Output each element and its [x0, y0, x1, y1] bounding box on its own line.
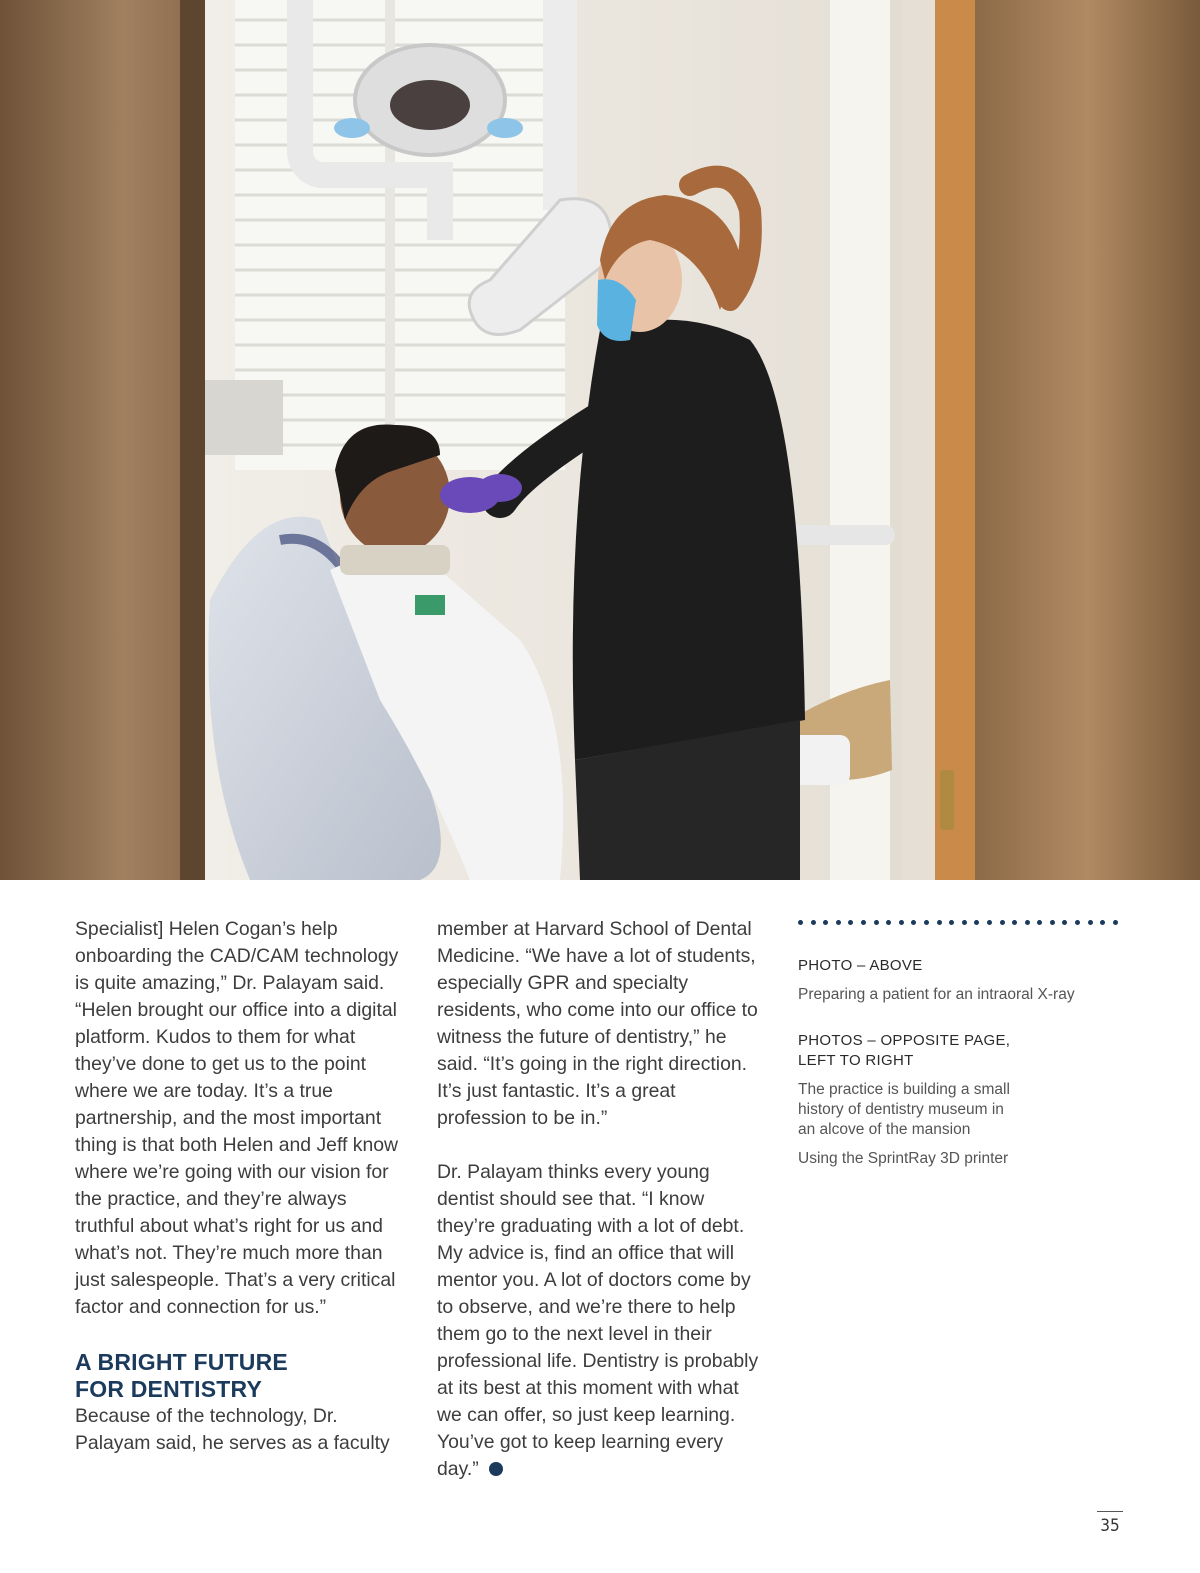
body-column-1 [75, 916, 405, 1457]
body-paragraph: member at Harvard School of Dental Medicine. “We have a lot of students, especially GPR and specialty residents, who come into our office to witness the future of dentistry,” he said. “It’s going in the right direction. It’s just fantastic. It’s a great profession to be in.” [437, 918, 758, 1129]
final-paragraph-text: Dr. Palayam thinks every young dentist should see that. “I know they’re graduating with a lot of debt. My advice is, find an office that will mentor you. A lot of doctors come by to observe, and we’re there to help them go to the next level in their professional life. Dentistry is probably at its best at this moment with what we can offer, so just keep learning. You’ve got to keep learning every day.” [437, 1161, 759, 1480]
page-number: 35 [1097, 1511, 1123, 1536]
caption-text: Using the SprintRay 3D printer [798, 1150, 1009, 1167]
caption-opposite-page [798, 1031, 1128, 1169]
body-column-2 [437, 916, 767, 1483]
caption-text [798, 1080, 1128, 1140]
body-paragraph: Specialist] Helen Cogan’s help onboarding the CAD/CAM technology is quite amazing,” Dr. Palayam said. “Helen brought our office into a digital platform. Kudos to them for what they’ve done to get us to the point where we are today. It’s a true partnership, and the most important thing is that both Helen and Jeff know where we’re going with our vision for the practice, and they’re always truthful about what’s right for us and what’s not. They’re much more than just salespeople. That’s a very critical factor and connection for us.” [75, 918, 399, 1318]
section-headline [75, 1349, 405, 1403]
caption-text-line: The practice is building a small [798, 1081, 1010, 1098]
caption-label-line: PHOTOS – OPPOSITE PAGE, [798, 1032, 1011, 1049]
dotted-divider [798, 920, 1128, 928]
photo-captions [798, 920, 1128, 1169]
caption-text: Preparing a patient for an intraoral X-ray [798, 986, 1075, 1003]
caption-above [798, 956, 1128, 1005]
headline-line-1: A BRIGHT FUTURE [75, 1349, 288, 1375]
caption-label-line: LEFT TO RIGHT [798, 1052, 914, 1069]
end-mark-dot-icon [489, 1462, 503, 1476]
headline-line-2: FOR DENTISTRY [75, 1376, 263, 1402]
body-paragraph: Because of the technology, Dr. Palayam said, he serves as a faculty [75, 1405, 390, 1454]
caption-label: PHOTO – ABOVE [798, 957, 923, 974]
body-paragraph-final [437, 1159, 767, 1483]
caption-text-line: an alcove of the mansion [798, 1121, 971, 1138]
caption-label [798, 1031, 1128, 1071]
caption-text-line: history of dentistry museum in [798, 1101, 1004, 1118]
